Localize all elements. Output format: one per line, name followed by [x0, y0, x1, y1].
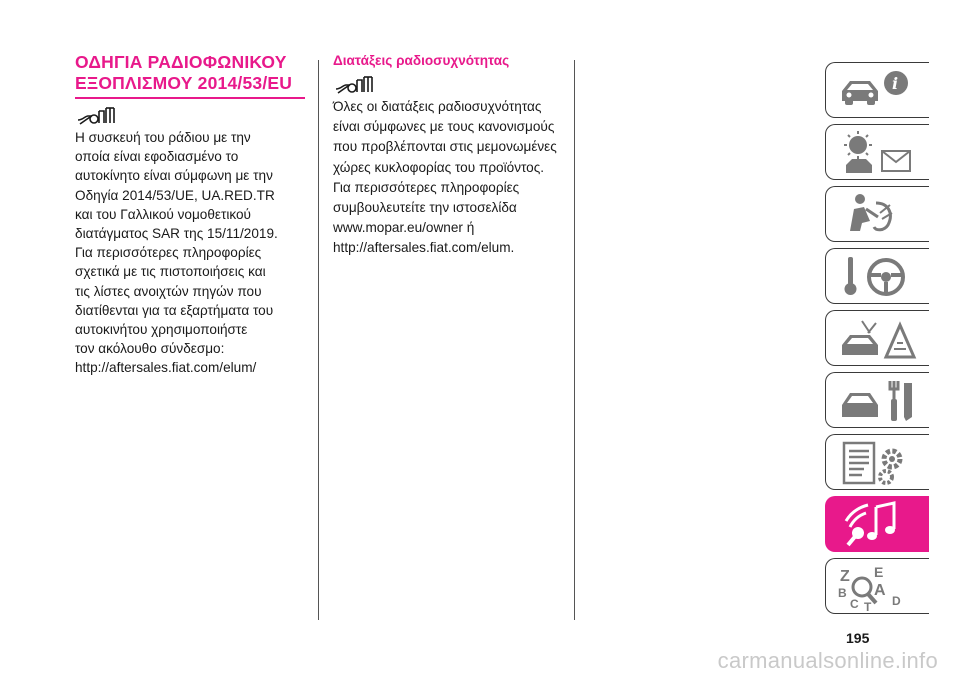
manual-reference-icon — [333, 74, 573, 96]
svg-text:i: i — [892, 74, 899, 93]
section-heading-line2: ΕΞΟΠΛΙΣΜΟΥ 2014/53/EU — [75, 73, 293, 93]
index-letter: T — [864, 600, 872, 611]
subheading: Διατάξεις ραδιοσυχνότητας — [333, 53, 510, 68]
elum-link-text: http://aftersales.fiat.com/elum/ — [75, 360, 257, 376]
index-letter: B — [838, 586, 847, 600]
body-line: Για περισσότερες πληροφορίες — [75, 245, 262, 261]
steering-key-icon — [836, 253, 926, 301]
tab-car-info[interactable] — [825, 62, 929, 118]
body-line: που προβλέπονται στις μεμονωμένες — [333, 139, 557, 155]
body-line: σχετικά με τις πιστοποιήσεις και — [75, 264, 266, 280]
tab-warning-lights[interactable] — [825, 124, 929, 180]
index-letter: A — [874, 582, 886, 599]
index-letter: C — [850, 597, 859, 611]
index-letter: D — [892, 594, 901, 608]
section-heading-line1: ΟΔΗΓΙΑ ΡΑΔΙΟΦΩΝΙΚΟΥ — [75, 52, 287, 72]
tab-multimedia[interactable] — [825, 496, 929, 552]
column-divider — [318, 60, 319, 620]
tab-maintenance[interactable] — [825, 372, 929, 428]
maintenance-icon — [836, 377, 926, 425]
left-column — [75, 52, 310, 377]
car-info-icon — [836, 67, 926, 115]
body-line: τις λίστες ανοιχτών πηγών που — [75, 283, 262, 299]
column-divider — [574, 60, 575, 620]
tab-seat-airbag[interactable] — [825, 186, 929, 242]
right-paragraph-1 — [333, 98, 573, 176]
heading-underline — [75, 97, 305, 99]
breakdown-icon — [836, 315, 926, 363]
body-line: Όλες οι διατάξεις ραδιοσυχνότητας — [333, 99, 542, 114]
manual-reference-icon — [75, 105, 310, 127]
tab-steering-key[interactable] — [825, 248, 929, 304]
index-letter: E — [874, 564, 884, 580]
body-line: διατάγματος SAR της 15/11/2019. — [75, 226, 278, 242]
left-body-text — [75, 129, 310, 377]
tab-index[interactable] — [825, 558, 929, 614]
body-line: οποία είναι εφοδιασμένο το — [75, 149, 239, 165]
right-column — [333, 52, 573, 257]
elum-link-text: http://aftersales.fiat.com/elum. — [333, 240, 515, 256]
right-paragraph-2 — [333, 179, 573, 257]
body-line: Για περισσότερες πληροφορίες — [333, 179, 520, 195]
body-line: αυτοκίνητο είναι σύμφωνη με την — [75, 168, 273, 184]
body-line: Η συσκευή του ράδιου με την — [75, 130, 251, 145]
multimedia-icon — [836, 501, 926, 549]
tab-technical-data[interactable] — [825, 434, 929, 490]
index-icon — [836, 563, 926, 611]
body-line: είναι σύμφωνες με τους κανονισμούς — [333, 119, 555, 135]
body-line: τον ακόλουθο σύνδεσμο: — [75, 341, 225, 357]
body-line: αυτοκινήτου χρησιμοποιήστε — [75, 322, 248, 338]
mopar-link-text: www.mopar.eu/owner ή — [333, 220, 475, 236]
body-line: συμβουλευτείτε την ιστοσελίδα — [333, 200, 517, 216]
seat-airbag-icon — [836, 191, 926, 239]
body-line: χώρες κυκλοφορίας του προϊόντος. — [333, 159, 545, 175]
body-line: διατίθενται για τα εξαρτήματα του — [75, 302, 274, 318]
tab-breakdown[interactable] — [825, 310, 929, 366]
watermark-text: carmanualsonline.info — [717, 648, 938, 673]
index-letter: Z — [840, 568, 850, 585]
page-number: 195 — [846, 630, 870, 646]
body-line: και του Γαλλικού νομοθετικού — [75, 206, 251, 222]
technical-data-icon — [836, 439, 926, 487]
body-line: Οδηγία 2014/53/UE, UA.RED.TR — [75, 187, 275, 203]
warning-lights-icon — [836, 129, 926, 177]
